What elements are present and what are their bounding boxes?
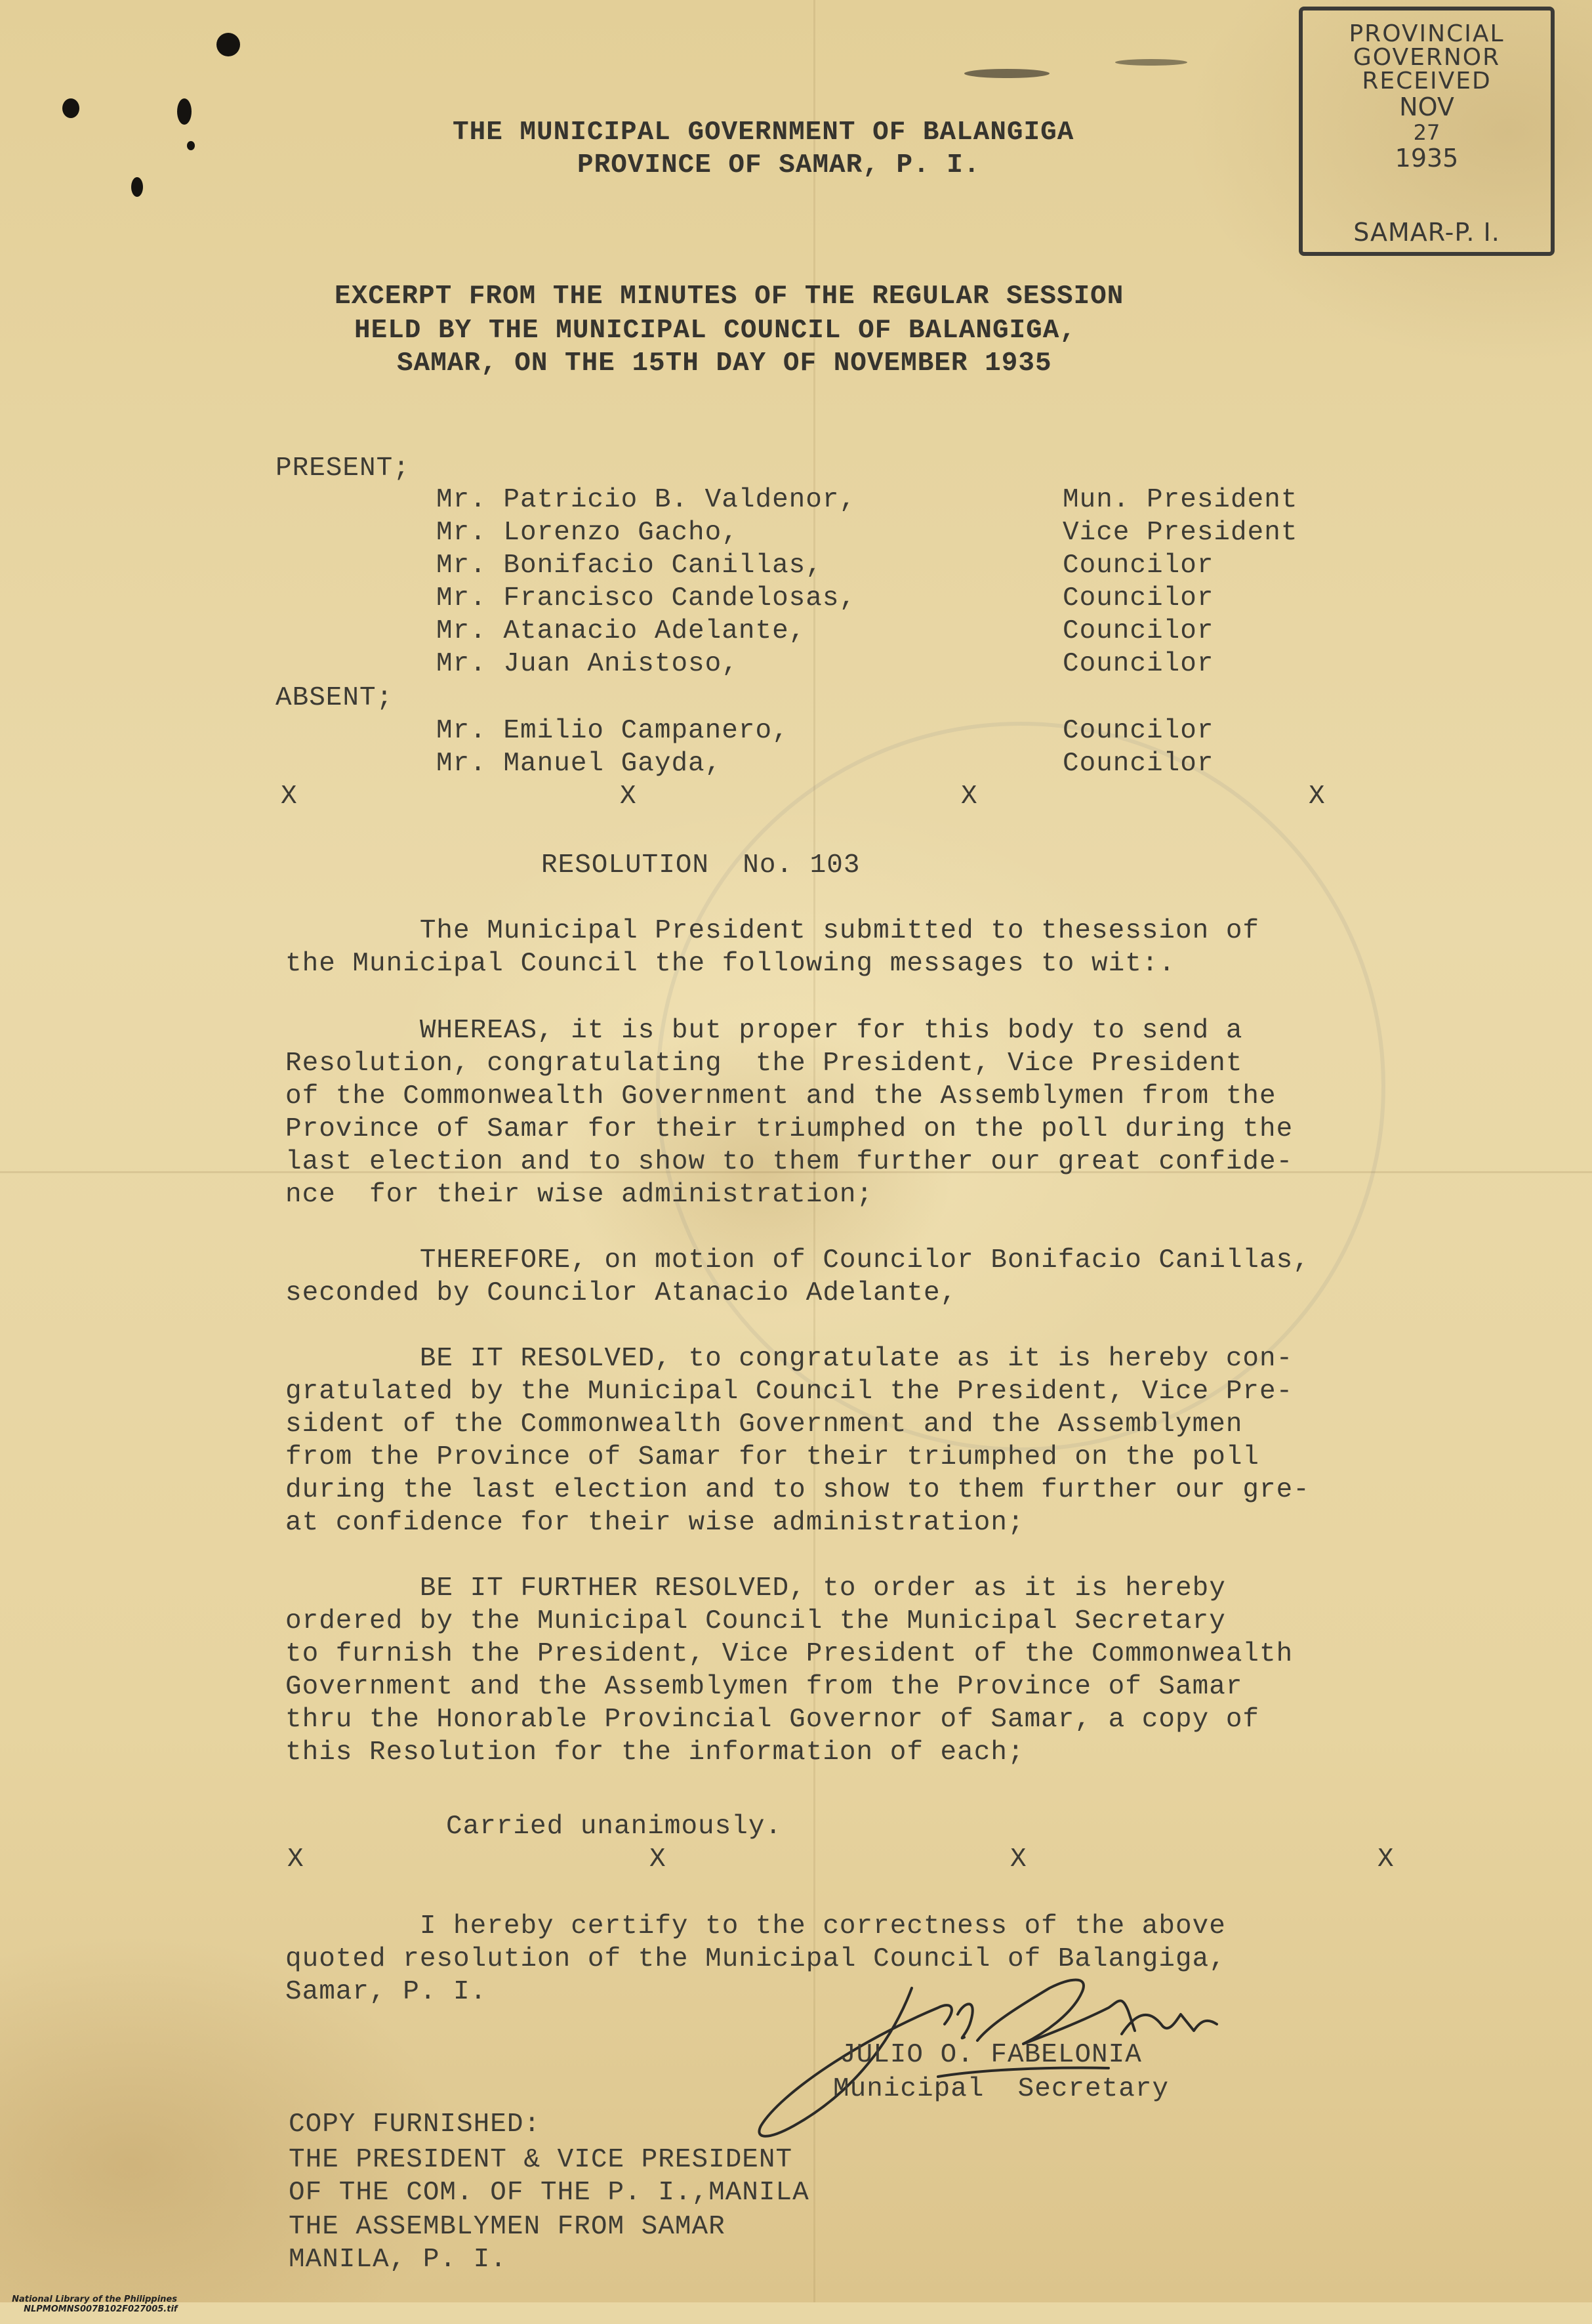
separator-mark: X (287, 1844, 304, 1875)
body-line: at confidence for their wise administration; (285, 1508, 1025, 1538)
stamp-year: 1935 (1395, 144, 1459, 173)
body-line: the Municipal Council the following messages to wit:. (285, 949, 1176, 979)
separator-mark: X (1309, 781, 1326, 812)
body-line: ordered by the Municipal Council the Municipal Secretary (285, 1606, 1226, 1636)
ink-smudge (177, 98, 192, 125)
ink-smudge (216, 33, 240, 56)
present-name: Mr. Atanacio Adelante, (436, 616, 806, 646)
present-title: Councilor (1063, 616, 1214, 646)
present-name: Mr. Lorenzo Gacho, (436, 518, 739, 548)
certify-line: I hereby certify to the correctness of the above (285, 1911, 1226, 1941)
copy-furnished-line: OF THE COM. OF THE P. I.,MANILA (289, 2178, 809, 2208)
body-line: to furnish the President, Vice President of the Commonwealth (285, 1639, 1294, 1669)
body-line: last election and to show to them further our great confide- (285, 1147, 1294, 1177)
absent-name: Mr. Manuel Gayda, (436, 749, 722, 779)
absent-name: Mr. Emilio Campanero, (436, 716, 789, 746)
excerpt-heading-line-3: SAMAR, ON THE 15TH DAY OF NOVEMBER 1935 (397, 348, 1052, 379)
stamp-line-governor: GOVERNOR (1353, 44, 1501, 71)
body-line: during the last election and to show to them further our gre- (285, 1475, 1310, 1505)
copy-furnished-line: THE ASSEMBLYMEN FROM SAMAR (289, 2212, 725, 2242)
archive-file-id: NLPMOMNS007B102F027005.tif (24, 2304, 178, 2314)
stamp-line-provincial: PROVINCIAL (1349, 20, 1505, 47)
ink-smudge (187, 141, 195, 150)
certify-line: Samar, P. I. (285, 1977, 487, 2007)
body-line: of the Commonwealth Government and the Assemblymen from the (285, 1081, 1276, 1111)
present-name: Mr. Bonifacio Canillas, (436, 550, 823, 581)
copy-furnished-line: THE PRESIDENT & VICE PRESIDENT (289, 2145, 793, 2175)
absent-label: ABSENT; (276, 683, 394, 713)
present-name: Mr. Patricio B. Valdenor, (436, 485, 857, 515)
body-line: seconded by Councilor Atanacio Adelante, (285, 1278, 958, 1308)
body-line: The Municipal President submitted to thesession of (285, 916, 1260, 946)
ink-smudge (62, 98, 79, 118)
body-line: Resolution, congratulating the President, Vice President (285, 1048, 1243, 1079)
separator-mark: X (1010, 1844, 1027, 1875)
body-line: from the Province of Samar for their triumphed on the poll (285, 1442, 1260, 1472)
body-line: WHEREAS, it is but proper for this body to send a (285, 1016, 1243, 1046)
body-line: nce for their wise administration; (285, 1180, 874, 1210)
received-stamp (1299, 7, 1555, 256)
certify-line: quoted resolution of the Municipal Council of Balangiga, (285, 1944, 1226, 1974)
absent-title: Councilor (1063, 716, 1214, 746)
body-line: Province of Samar for their triumphed on the poll during the (285, 1114, 1294, 1144)
ink-smudge (1115, 59, 1187, 66)
signatory-name: JULIO O. FABELONIA (840, 2040, 1142, 2070)
present-title: Vice President (1063, 518, 1298, 548)
present-title: Mun. President (1063, 485, 1298, 515)
body-line: THEREFORE, on motion of Councilor Bonifacio Canillas, (285, 1245, 1310, 1276)
archive-library: National Library of the Philippines (12, 2294, 177, 2304)
signatory-title: Municipal Secretary (833, 2074, 1170, 2104)
separator-mark: X (961, 781, 978, 812)
municipal-government-heading: THE MUNICIPAL GOVERNMENT OF BALANGIGA (453, 117, 1074, 148)
copy-furnished-line: MANILA, P. I. (289, 2245, 507, 2275)
present-title: Councilor (1063, 583, 1214, 613)
province-heading: PROVINCE OF SAMAR, P. I. (577, 150, 981, 180)
carried-unanimously: Carried unanimously. (446, 1812, 783, 1842)
present-label: PRESENT; (276, 453, 410, 484)
archive-footer (0, 2285, 178, 2324)
body-line: sident of the Commonwealth Government and the Assemblymen (285, 1409, 1243, 1440)
stamp-place: SAMAR-P. I. (1353, 218, 1500, 247)
body-line: gratulated by the Municipal Council the President, Vice Pre- (285, 1377, 1294, 1407)
body-line: BE IT RESOLVED, to congratulate as it is hereby con- (285, 1344, 1294, 1374)
separator-mark: X (620, 781, 637, 812)
present-title: Councilor (1063, 649, 1214, 679)
absent-title: Councilor (1063, 749, 1214, 779)
ink-smudge (131, 177, 143, 197)
separator-mark: X (1378, 1844, 1395, 1875)
stamp-month: NOV (1399, 93, 1454, 121)
body-line: BE IT FURTHER RESOLVED, to order as it is hereby (285, 1573, 1226, 1604)
ink-smudge (964, 69, 1050, 78)
resolution-title: RESOLUTION No. 103 (541, 850, 861, 881)
excerpt-heading-line-1: EXCERPT FROM THE MINUTES OF THE REGULAR SESSION (335, 281, 1124, 312)
body-line: this Resolution for the information of each; (285, 1737, 1025, 1768)
present-name: Mr. Juan Anistoso, (436, 649, 739, 679)
excerpt-heading-line-2: HELD BY THE MUNICIPAL COUNCIL OF BALANGIGA, (354, 316, 1076, 346)
separator-mark: X (281, 781, 298, 812)
stamp-line-received: RECEIVED (1362, 68, 1492, 94)
body-line: thru the Honorable Provincial Governor of Samar, a copy of (285, 1705, 1260, 1735)
copy-furnished-label: COPY FURNISHED: (289, 2109, 541, 2140)
separator-mark: X (649, 1844, 666, 1875)
stamp-day: 27 (1413, 120, 1440, 145)
present-name: Mr. Francisco Candelosas, (436, 583, 857, 613)
present-title: Councilor (1063, 550, 1214, 581)
body-line: Government and the Assemblymen from the Province of Samar (285, 1672, 1243, 1702)
